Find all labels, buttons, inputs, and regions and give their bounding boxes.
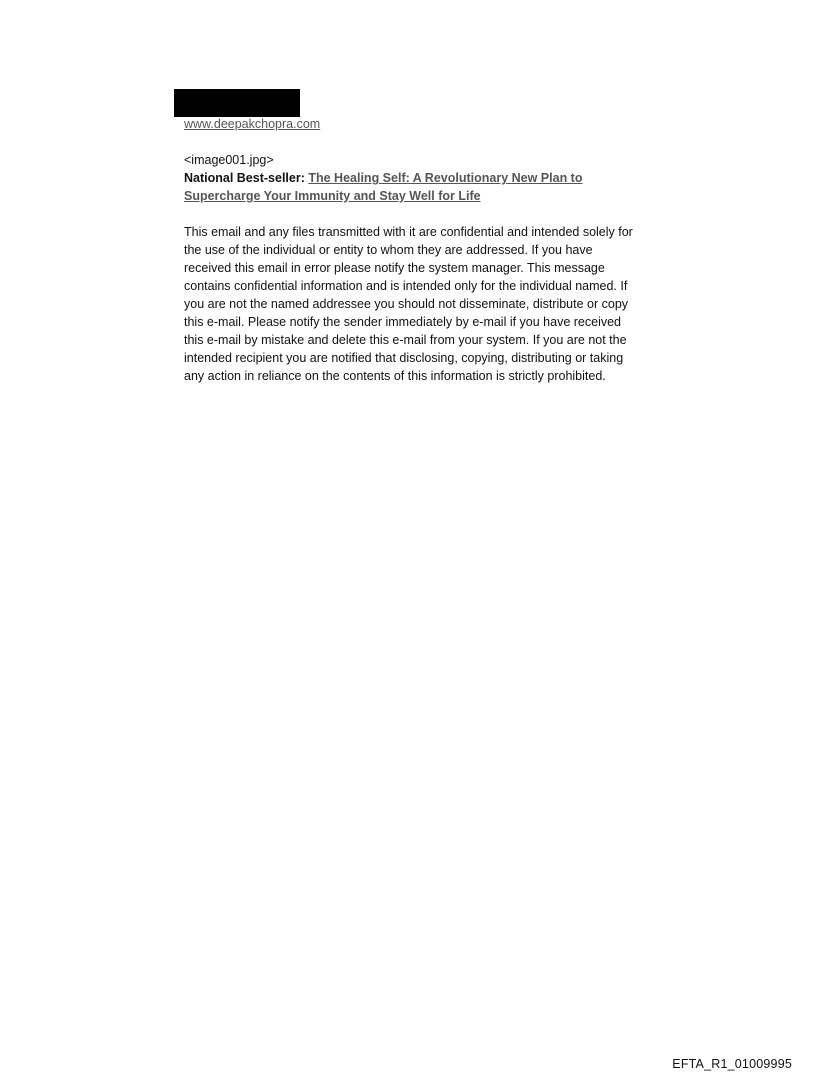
book-title-link-line2[interactable]: Supercharge Your Immunity and Stay Well for Life: [184, 189, 481, 203]
website-link[interactable]: www.deepakchopra.com: [184, 117, 321, 131]
spacer: [184, 133, 644, 151]
best-seller-line: [184, 169, 644, 187]
confidentiality-disclaimer: This email and any files transmitted with it are confidential and intended solely for the use of the individual or entity to whom they are addressed. If you have received this email in error please notify the system manager. This message contains confidential information and is intended only for the individual named. If you are not the named addressee you should not disseminate, distribute or copy this e-mail. Please notify the sender immediately by e-mail if you have received this e-mail by mistake and delete this e-mail from your system. If you are not the intended recipient you are notified that disclosing, copying, distributing or taking any action in reliance on the contents of this information is strictly prohibited.: [184, 225, 633, 383]
image-placeholder: <image001.jpg>: [184, 153, 274, 167]
redaction-block: [174, 89, 300, 117]
document-id: EFTA_R1_01009995: [672, 1057, 792, 1071]
email-signature: [184, 115, 644, 385]
book-title-line2-row: [184, 187, 644, 205]
book-title-link-line1[interactable]: The Healing Self: A Revolutionary New Plan to: [308, 171, 583, 185]
best-seller-label: National Best-seller:: [184, 171, 305, 185]
